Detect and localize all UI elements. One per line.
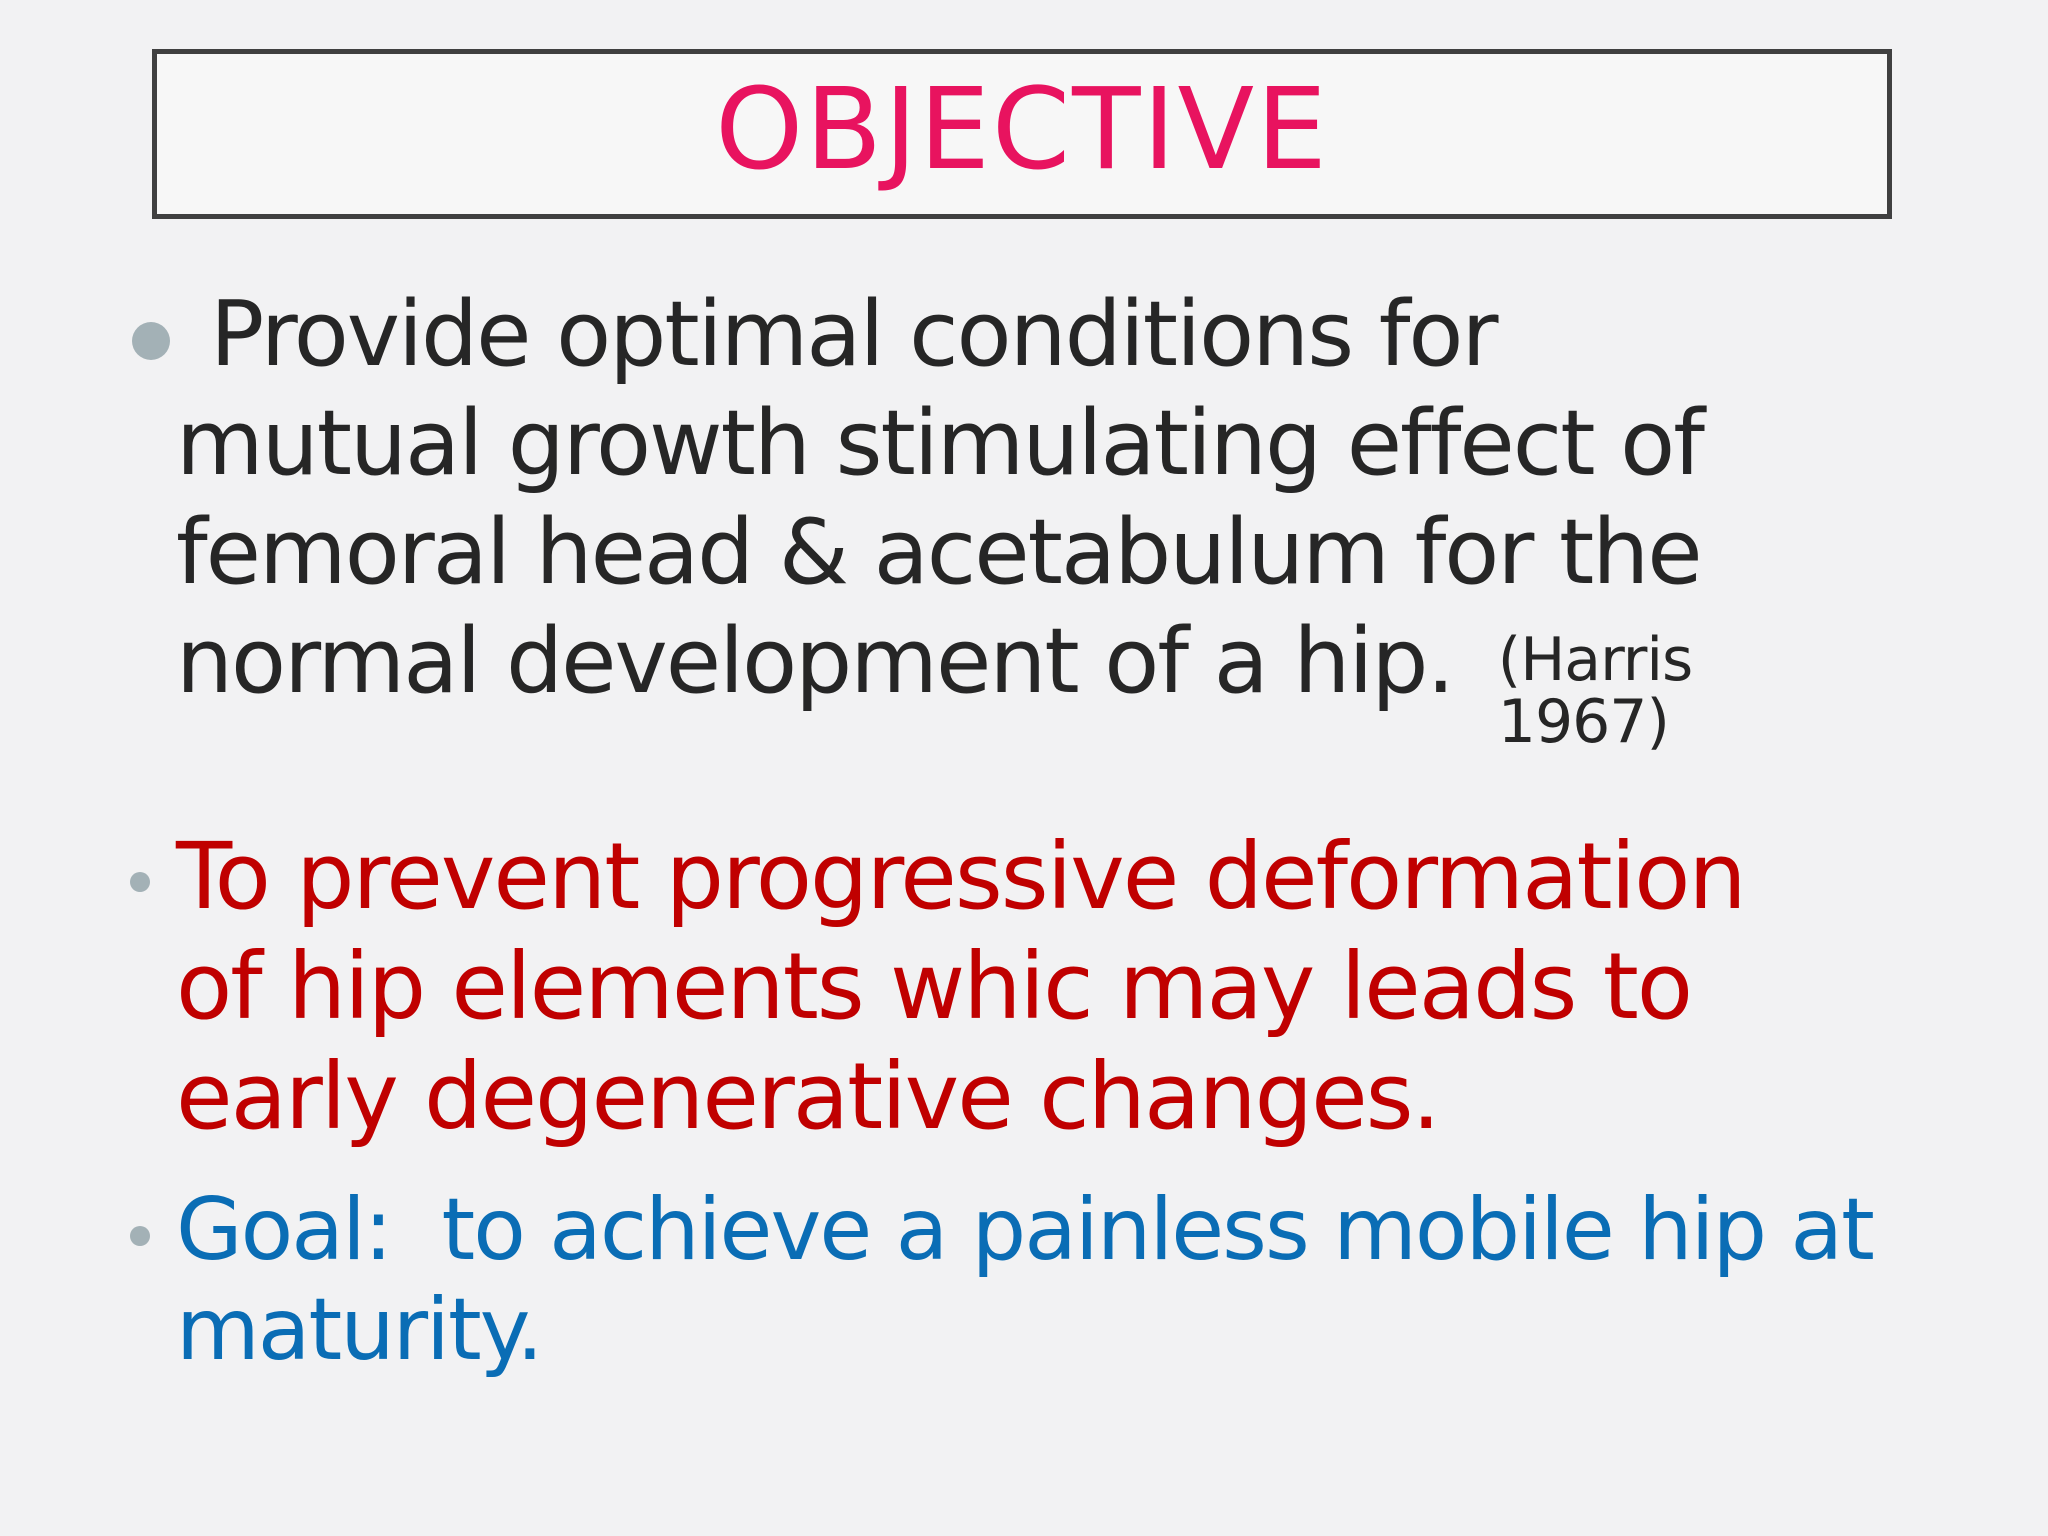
bullet-line: normal development of a hip. [176,609,1454,714]
bullet-item-goal [176,1180,1876,1380]
bullet-item-prevent-deformation [176,822,1876,1152]
bullet-line: Goal: to achieve a painless mobile hip at [176,1180,1873,1280]
bullet-line: Provide optimal conditions for [210,282,1497,387]
bullet-line: femoral head & acetabulum for the [176,500,1701,605]
bullet-line: maturity. [176,1280,542,1380]
bullet-dot-icon [132,322,170,360]
title-box [152,49,1892,219]
bullet-dot-icon [130,1226,150,1246]
bullet-line: mutual growth stimulating effect of [176,391,1703,496]
bullet-line: of hip elements whic may leads to [176,933,1692,1040]
bullet-item-optimal-conditions [176,280,1876,757]
slide-title: OBJECTIVE [715,65,1329,195]
bullet-dot-icon [130,872,150,892]
bullet-line: early degenerative changes. [176,1043,1439,1150]
bullet-line: To prevent progressive deformation [176,823,1745,930]
citation: (Harris 1967) [1497,625,1693,757]
